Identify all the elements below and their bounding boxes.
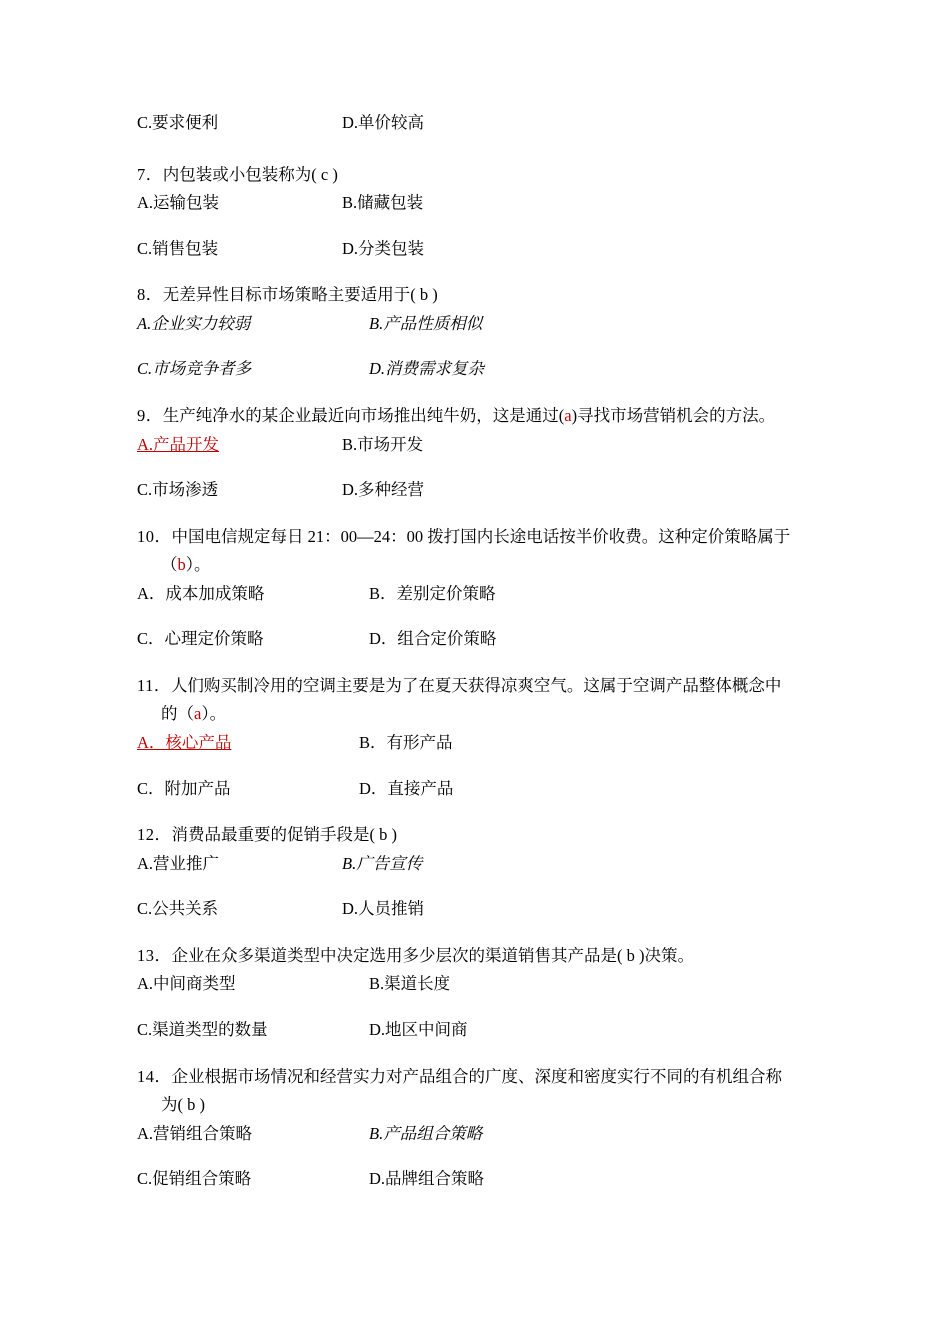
question-13-option-d: D.地区中间商	[369, 1019, 468, 1039]
question-12-option-b: B.广告宣传	[342, 853, 423, 873]
question-11-option-a: A．核心产品	[137, 733, 232, 752]
question-9-text-post: )寻找市场营销机会的方法。	[571, 405, 776, 425]
question-12-option-a: A.营业推广	[137, 853, 220, 873]
question-13-number: 13．	[137, 945, 172, 965]
question-14-number: 14．	[137, 1066, 172, 1086]
question-11-stem	[137, 673, 815, 699]
question-11-paren-open: 的（	[161, 704, 194, 724]
question-9-stem	[137, 403, 815, 429]
question-12-stem	[137, 822, 815, 848]
question-9-option-a: A.产品开发	[137, 434, 220, 454]
question-10-answer: b	[177, 555, 186, 575]
question-11-options-row-2	[137, 776, 815, 802]
question-13-option-c: C.渠道类型的数量	[137, 1019, 268, 1039]
question-14-stem-line2: 为( b )	[161, 1095, 205, 1115]
question-8-options-row-1	[137, 311, 815, 337]
question-14-option-d: D.品牌组合策略	[369, 1169, 485, 1189]
question-9-answer: a	[564, 405, 572, 425]
question-9	[137, 403, 815, 503]
question-7-option-d: D.分类包装	[342, 238, 425, 258]
question-9-options-row-1	[137, 432, 815, 458]
question-10-options-row-1	[137, 581, 815, 607]
question-14-option-b: B.产品组合策略	[369, 1123, 483, 1143]
question-13-text: 企业在众多渠道类型中决定选用多少层次的渠道销售其产品是( b )决策。	[171, 945, 694, 965]
question-8-number: 8．	[137, 285, 163, 305]
question-13	[137, 943, 815, 1043]
question-14-option-c: C.促销组合策略	[137, 1169, 252, 1189]
question-10-stem-line2	[137, 552, 815, 578]
question-10-number: 10．	[137, 526, 172, 546]
question-13-option-a: A.中间商类型	[137, 974, 236, 994]
question-10-option-d: D．组合定价策略	[369, 629, 497, 649]
question-9-option-d: D.多种经营	[342, 480, 425, 500]
question-13-options-row-1	[137, 971, 815, 997]
question-12	[137, 822, 815, 922]
question-11	[137, 673, 815, 801]
question-8-option-a: A.企业实力较弱	[137, 313, 251, 333]
option-d: D.单价较高	[342, 113, 425, 132]
question-14-stem	[137, 1064, 815, 1090]
question-11-stem-line2	[137, 701, 815, 727]
question-9-option-b: B.市场开发	[342, 434, 424, 454]
question-13-options-row-2	[137, 1017, 815, 1043]
question-12-number: 12．	[137, 825, 172, 845]
question-8	[137, 282, 815, 382]
question-14-text: 企业根据市场情况和经营实力对产品组合的广度、深度和密度实行不同的有机组合称	[171, 1066, 782, 1086]
question-14-option-a: A.营销组合策略	[137, 1123, 253, 1143]
question-7-options-row-1	[137, 190, 815, 216]
question-10-stem	[137, 524, 815, 550]
question-11-options-row-1	[137, 730, 815, 756]
question-11-answer: a	[194, 704, 202, 724]
question-12-options-row-2	[137, 896, 815, 922]
question-14-options-row-2	[137, 1166, 815, 1192]
question-9-option-c: C.市场渗透	[137, 480, 219, 500]
question-11-number: 11．	[137, 675, 171, 695]
question-11-option-c: C．附加产品	[137, 778, 231, 798]
question-13-option-b: B.渠道长度	[369, 974, 451, 994]
question-12-text: 消费品最重要的促销手段是( b )	[171, 825, 397, 845]
question-7-option-c: C.销售包装	[137, 238, 219, 258]
question-8-option-b: B.产品性质相似	[369, 313, 483, 333]
question-7-text: 内包装或小包装称为( c )	[162, 164, 338, 184]
question-10-text: 中国电信规定每日 21：00—24：00 拨打国内长途电话按半价收费。这种定价策略属于	[171, 526, 791, 546]
question-7-stem	[137, 162, 815, 188]
question-12-option-c: C.公共关系	[137, 899, 219, 919]
question-10-options-row-2	[137, 626, 815, 652]
question-8-option-c: C.市场竞争者多	[137, 359, 252, 379]
question-9-number: 9．	[137, 405, 163, 425]
question-12-options-row-1	[137, 851, 815, 877]
question-7	[137, 162, 815, 262]
question-10-paren-open: （	[161, 555, 178, 575]
top-partial-options	[137, 110, 815, 136]
question-14	[137, 1064, 815, 1192]
question-10-option-c: C．心理定价策略	[137, 629, 264, 649]
question-10-paren-close: ）。	[185, 555, 211, 575]
question-12-option-d: D.人员推销	[342, 899, 425, 919]
question-10-option-a: A．成本加成策略	[137, 583, 265, 603]
question-11-text: 人们购买制冷用的空调主要是为了在夏天获得凉爽空气。这属于空调产品整体概念中	[170, 675, 782, 695]
question-11-option-b: B．有形产品	[359, 733, 453, 752]
question-8-options-row-2	[137, 356, 815, 382]
question-7-number: 7．	[137, 164, 163, 184]
question-7-option-b: B.储藏包装	[342, 193, 424, 213]
question-8-text: 无差异性目标市场策略主要适用于( b )	[162, 285, 438, 305]
question-9-options-row-2	[137, 477, 815, 503]
question-8-option-d: D.消费需求复杂	[369, 359, 485, 379]
question-8-stem	[137, 282, 815, 308]
question-7-options-row-2	[137, 236, 815, 262]
question-9-text-pre: 生产纯净水的某企业最近向市场推出纯牛奶，这是通过(	[162, 405, 565, 425]
question-13-stem	[137, 943, 815, 969]
question-10-option-b: B．差别定价策略	[369, 583, 496, 603]
question-14-options-row-1	[137, 1121, 815, 1147]
question-10	[137, 524, 815, 652]
question-11-option-d: D．直接产品	[359, 778, 454, 798]
option-c: C.要求便利	[137, 113, 219, 132]
question-11-paren-close: ）。	[201, 704, 227, 724]
question-7-option-a: A.运输包装	[137, 193, 220, 213]
